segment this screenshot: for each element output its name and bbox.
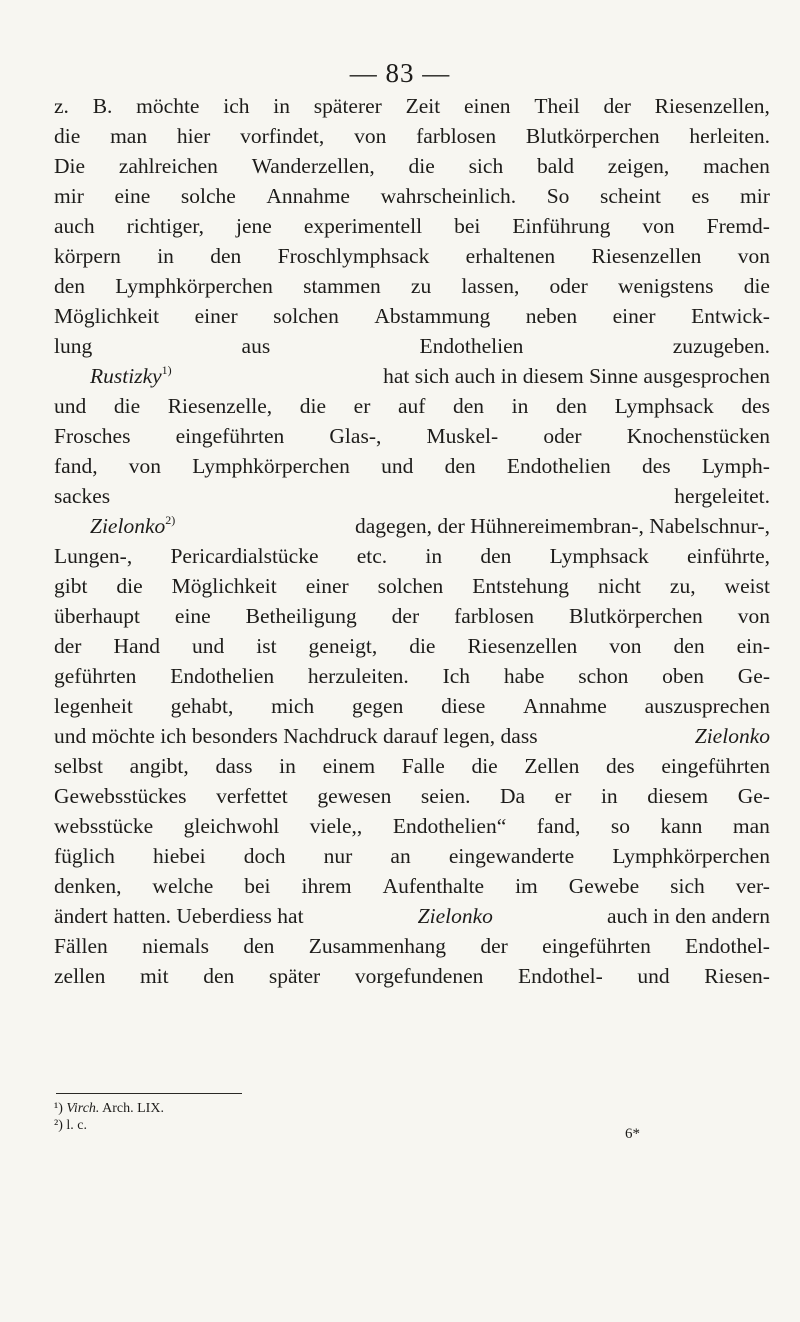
word: die bbox=[408, 154, 435, 178]
word: die bbox=[113, 394, 141, 418]
word: Hand bbox=[113, 634, 161, 658]
footnote-mark: ²) bbox=[54, 1118, 63, 1133]
word: einer bbox=[305, 574, 349, 598]
word: z. bbox=[54, 94, 69, 118]
word: oder bbox=[543, 424, 582, 448]
word: Lungen-, bbox=[54, 544, 133, 568]
signature-mark: 6* bbox=[625, 1126, 640, 1142]
word: vorfindet, bbox=[240, 124, 325, 148]
word: die bbox=[299, 394, 327, 418]
word: Lymphsack bbox=[549, 544, 649, 568]
word: Falle bbox=[401, 754, 445, 778]
word: körpern bbox=[54, 244, 121, 268]
word: stammen bbox=[303, 274, 381, 298]
word: einer bbox=[194, 304, 238, 328]
word: kann bbox=[660, 814, 703, 838]
word: eine bbox=[174, 604, 211, 628]
word: Fremd- bbox=[706, 214, 770, 238]
text-line bbox=[54, 511, 770, 541]
word: den bbox=[453, 394, 485, 418]
text-line: sackes hergeleitet. bbox=[54, 484, 770, 508]
word: zellen bbox=[54, 964, 106, 988]
text-line bbox=[54, 241, 770, 271]
word: Endothel- bbox=[685, 934, 770, 958]
word: Zellen bbox=[524, 754, 580, 778]
word: man bbox=[732, 814, 770, 838]
word: Lymphkörperchen bbox=[612, 844, 770, 868]
word: den bbox=[555, 394, 588, 418]
word: Ge- bbox=[737, 784, 770, 808]
word: Muskel- bbox=[426, 424, 499, 448]
word: mir bbox=[740, 184, 770, 208]
word: scheint bbox=[600, 184, 661, 208]
word: und bbox=[54, 394, 87, 418]
text-line bbox=[54, 361, 770, 391]
word: geführten bbox=[54, 664, 137, 688]
word: in bbox=[279, 754, 296, 778]
body-text bbox=[54, 91, 770, 991]
word: der bbox=[391, 604, 420, 628]
word: in bbox=[273, 94, 291, 118]
text-line bbox=[54, 451, 770, 481]
word: viele,, bbox=[309, 814, 363, 838]
word: von bbox=[737, 244, 770, 268]
word: in bbox=[511, 394, 529, 418]
word: geneigt, bbox=[308, 634, 378, 658]
word: der bbox=[54, 634, 82, 658]
word: den bbox=[243, 934, 275, 958]
word: lassen, bbox=[461, 274, 520, 298]
word: oder bbox=[549, 274, 588, 298]
word: zu bbox=[410, 274, 432, 298]
text-line bbox=[54, 271, 770, 301]
word: man bbox=[110, 124, 148, 148]
text-line bbox=[54, 301, 770, 331]
word: von bbox=[609, 634, 642, 658]
word: neben bbox=[525, 304, 578, 328]
word: solche bbox=[180, 184, 236, 208]
footnote-mark: ¹) bbox=[54, 1101, 63, 1116]
word: die bbox=[54, 124, 81, 148]
word: niemals bbox=[142, 934, 209, 958]
word: gewesen bbox=[317, 784, 392, 808]
word: Riesenzelle, bbox=[167, 394, 273, 418]
footnote-2 bbox=[54, 1117, 164, 1134]
text-line bbox=[54, 211, 770, 241]
word: richtiger, bbox=[126, 214, 204, 238]
word: füglich bbox=[54, 844, 115, 868]
word: gegen bbox=[351, 694, 404, 718]
word: bei bbox=[454, 214, 481, 238]
word: eingewanderte bbox=[448, 844, 575, 868]
word: Wanderzellen, bbox=[251, 154, 375, 178]
word: Aufenthalte bbox=[382, 874, 485, 898]
word: seien. bbox=[420, 784, 471, 808]
text-line bbox=[54, 781, 770, 811]
text-line bbox=[54, 631, 770, 661]
word: Lymphkörperchen bbox=[115, 274, 273, 298]
word: den bbox=[444, 454, 476, 478]
word: und bbox=[637, 964, 670, 988]
word: in bbox=[600, 784, 618, 808]
word: denken, bbox=[54, 874, 122, 898]
word: Riesenzellen bbox=[467, 634, 578, 658]
text-line bbox=[54, 901, 770, 931]
word: einer bbox=[612, 304, 656, 328]
word: bei bbox=[244, 874, 271, 898]
word: Da bbox=[500, 784, 526, 808]
author-name: Rustizky bbox=[90, 364, 162, 388]
word: erhaltenen bbox=[465, 244, 556, 268]
footnote-text: Arch. LIX. bbox=[102, 1101, 164, 1116]
text-line bbox=[54, 151, 770, 181]
word: wahrscheinlich. bbox=[380, 184, 517, 208]
word: zeigen, bbox=[607, 154, 670, 178]
text-line bbox=[54, 841, 770, 871]
word: Möglichkeit bbox=[54, 304, 160, 328]
word: so bbox=[610, 814, 631, 838]
word: solchen bbox=[273, 304, 339, 328]
word: einführte, bbox=[687, 544, 770, 568]
text-fragment: hat sich auch in diesem Sinne ausgesprochen bbox=[383, 364, 770, 388]
word: habe bbox=[503, 664, 545, 688]
word: zu, bbox=[669, 574, 696, 598]
word: Entstehung bbox=[472, 574, 570, 598]
word: sich bbox=[670, 874, 705, 898]
text-line bbox=[54, 391, 770, 421]
word: Glas-, bbox=[329, 424, 382, 448]
text-line bbox=[54, 661, 770, 691]
word: die bbox=[743, 274, 770, 298]
text-line bbox=[54, 871, 770, 901]
word: den bbox=[673, 634, 705, 658]
text-fragment: auch in den andern bbox=[607, 904, 770, 928]
text-line: lung aus Endothelien zuzugeben. bbox=[54, 334, 770, 358]
word: etc. bbox=[356, 544, 388, 568]
word: überhaupt bbox=[54, 604, 140, 628]
word: herzuleiten. bbox=[307, 664, 409, 688]
word: selbst bbox=[54, 754, 103, 778]
text-line bbox=[54, 691, 770, 721]
word: Lymphkörperchen bbox=[192, 454, 350, 478]
word: im bbox=[515, 874, 538, 898]
word: gibt bbox=[54, 574, 88, 598]
word: Riesenzellen, bbox=[654, 94, 770, 118]
text-line bbox=[54, 541, 770, 571]
word: Endothelien bbox=[506, 454, 611, 478]
word: Endothel- bbox=[518, 964, 603, 988]
word: eingeführten bbox=[175, 424, 285, 448]
word: auch bbox=[54, 214, 95, 238]
word: Entwick- bbox=[691, 304, 770, 328]
word: es bbox=[691, 184, 710, 208]
word: Riesenzellen bbox=[591, 244, 702, 268]
word: machen bbox=[703, 154, 770, 178]
word: Froschlymphsack bbox=[277, 244, 430, 268]
word: doch bbox=[243, 844, 286, 868]
word: den bbox=[54, 274, 86, 298]
word: Möglichkeit bbox=[171, 574, 277, 598]
word: des bbox=[641, 454, 671, 478]
word: herleiten. bbox=[689, 124, 770, 148]
text-line bbox=[54, 961, 770, 991]
word: von bbox=[354, 124, 387, 148]
text-line bbox=[54, 571, 770, 601]
word: die bbox=[116, 574, 143, 598]
word: websstücke bbox=[54, 814, 154, 838]
word: Einführung bbox=[512, 214, 611, 238]
footnote-1 bbox=[54, 1100, 164, 1117]
word: Riesen- bbox=[704, 964, 770, 988]
text-line bbox=[54, 91, 770, 121]
word: weist bbox=[724, 574, 770, 598]
paragraph-3 bbox=[54, 511, 770, 991]
word: schon bbox=[578, 664, 629, 688]
text-fragment: und möchte ich besonders Nachdruck darauf legen, dass bbox=[54, 724, 538, 748]
word: sich bbox=[468, 154, 504, 178]
word: einen bbox=[463, 94, 511, 118]
word: zahlreichen bbox=[118, 154, 218, 178]
word: hier bbox=[176, 124, 211, 148]
word: Fällen bbox=[54, 934, 108, 958]
word: an bbox=[390, 844, 411, 868]
word: Pericardialstücke bbox=[170, 544, 319, 568]
word: welche bbox=[152, 874, 214, 898]
word: Frosches bbox=[54, 424, 131, 448]
text-line bbox=[54, 601, 770, 631]
word: die bbox=[471, 754, 498, 778]
text-fragment: dagegen, der Hühnereimembran-, Nabelschnur-, bbox=[354, 514, 770, 538]
footnote-divider bbox=[56, 1093, 242, 1094]
text-line bbox=[54, 751, 770, 781]
word: Annahme bbox=[523, 694, 607, 718]
word: mit bbox=[139, 964, 169, 988]
word: nicht bbox=[597, 574, 641, 598]
word: B. bbox=[92, 94, 113, 118]
paragraph-1 bbox=[54, 91, 770, 361]
text-line bbox=[54, 181, 770, 211]
word: nur bbox=[323, 844, 353, 868]
word: diese bbox=[441, 694, 486, 718]
word: ich bbox=[223, 94, 250, 118]
word: er bbox=[353, 394, 371, 418]
word: einem bbox=[322, 754, 376, 778]
word: den bbox=[210, 244, 242, 268]
word: experimentell bbox=[303, 214, 423, 238]
word: Betheiligung bbox=[245, 604, 357, 628]
word: fand, bbox=[54, 454, 98, 478]
word: fand, bbox=[536, 814, 581, 838]
word: des bbox=[741, 394, 770, 418]
word: Gewebsstückes bbox=[54, 784, 187, 808]
text-line bbox=[54, 121, 770, 151]
text-line bbox=[54, 931, 770, 961]
word: ein- bbox=[736, 634, 770, 658]
word: des bbox=[606, 754, 635, 778]
word: solchen bbox=[377, 574, 444, 598]
word: So bbox=[546, 184, 570, 208]
word: der bbox=[480, 934, 508, 958]
word: ver- bbox=[735, 874, 770, 898]
word: wenigstens bbox=[617, 274, 714, 298]
word: eingeführten bbox=[661, 754, 770, 778]
word: Die bbox=[54, 154, 86, 178]
word: Endothelien bbox=[170, 664, 275, 688]
word: dass bbox=[215, 754, 253, 778]
word: Gewebe bbox=[568, 874, 640, 898]
word: Zeit bbox=[405, 94, 441, 118]
word: den bbox=[203, 964, 235, 988]
author-name: Zielonko bbox=[417, 904, 493, 928]
word: bald bbox=[536, 154, 575, 178]
word: ihrem bbox=[301, 874, 352, 898]
author-name: Zielonko bbox=[90, 514, 166, 538]
word: in bbox=[157, 244, 174, 268]
word: farblosen bbox=[416, 124, 497, 148]
text-fragment: ändert hatten. Ueberdiess hat bbox=[54, 904, 304, 928]
paragraph-2 bbox=[54, 361, 770, 511]
word: Ich bbox=[442, 664, 471, 688]
word: verfettet bbox=[216, 784, 288, 808]
word: Lymph- bbox=[701, 454, 770, 478]
word: die bbox=[409, 634, 436, 658]
word: von bbox=[737, 604, 770, 628]
word: eine bbox=[114, 184, 151, 208]
word: eingeführten bbox=[542, 934, 651, 958]
word: mich bbox=[271, 694, 315, 718]
author-name: Zielonko bbox=[694, 724, 770, 748]
word: von bbox=[642, 214, 675, 238]
word: Knochenstücken bbox=[626, 424, 770, 448]
word: angibt, bbox=[129, 754, 189, 778]
word: Lymphsack bbox=[614, 394, 714, 418]
word: später bbox=[268, 964, 321, 988]
word: Ge- bbox=[737, 664, 770, 688]
word: den bbox=[480, 544, 512, 568]
word: mir bbox=[54, 184, 84, 208]
word: ist bbox=[256, 634, 277, 658]
page-number: — 83 — bbox=[349, 58, 451, 88]
word: auszusprechen bbox=[644, 694, 770, 718]
word: Blutkörperchen bbox=[525, 124, 660, 148]
footnotes bbox=[54, 1100, 164, 1134]
footnote-journal: Virch. bbox=[66, 1101, 100, 1116]
word: farblosen bbox=[454, 604, 535, 628]
word: gehabt, bbox=[170, 694, 234, 718]
word: Blutkörperchen bbox=[569, 604, 703, 628]
word: hiebei bbox=[153, 844, 206, 868]
word: Endothelien“ bbox=[392, 814, 507, 838]
word: Theil bbox=[534, 94, 580, 118]
word: auf bbox=[397, 394, 426, 418]
word: Abstammung bbox=[374, 304, 491, 328]
word: der bbox=[603, 94, 631, 118]
word: und bbox=[192, 634, 225, 658]
word: und bbox=[381, 454, 414, 478]
word: jene bbox=[236, 214, 272, 238]
text-line bbox=[54, 421, 770, 451]
text-line bbox=[54, 811, 770, 841]
word: in bbox=[425, 544, 443, 568]
word: Annahme bbox=[266, 184, 350, 208]
footnote-text: l. c. bbox=[66, 1118, 87, 1133]
word: oben bbox=[662, 664, 704, 688]
word: von bbox=[128, 454, 162, 478]
footnote-ref: 1) bbox=[161, 363, 172, 377]
word: legenheit bbox=[54, 694, 133, 718]
word: möchte bbox=[136, 94, 200, 118]
word: vorgefundenen bbox=[354, 964, 484, 988]
word: diesem bbox=[647, 784, 709, 808]
text-line bbox=[54, 721, 770, 751]
footnote-ref: 2) bbox=[165, 513, 176, 527]
word: Zusammenhang bbox=[308, 934, 447, 958]
word: gleichwohl bbox=[183, 814, 280, 838]
word: späterer bbox=[313, 94, 382, 118]
word: er bbox=[554, 784, 572, 808]
